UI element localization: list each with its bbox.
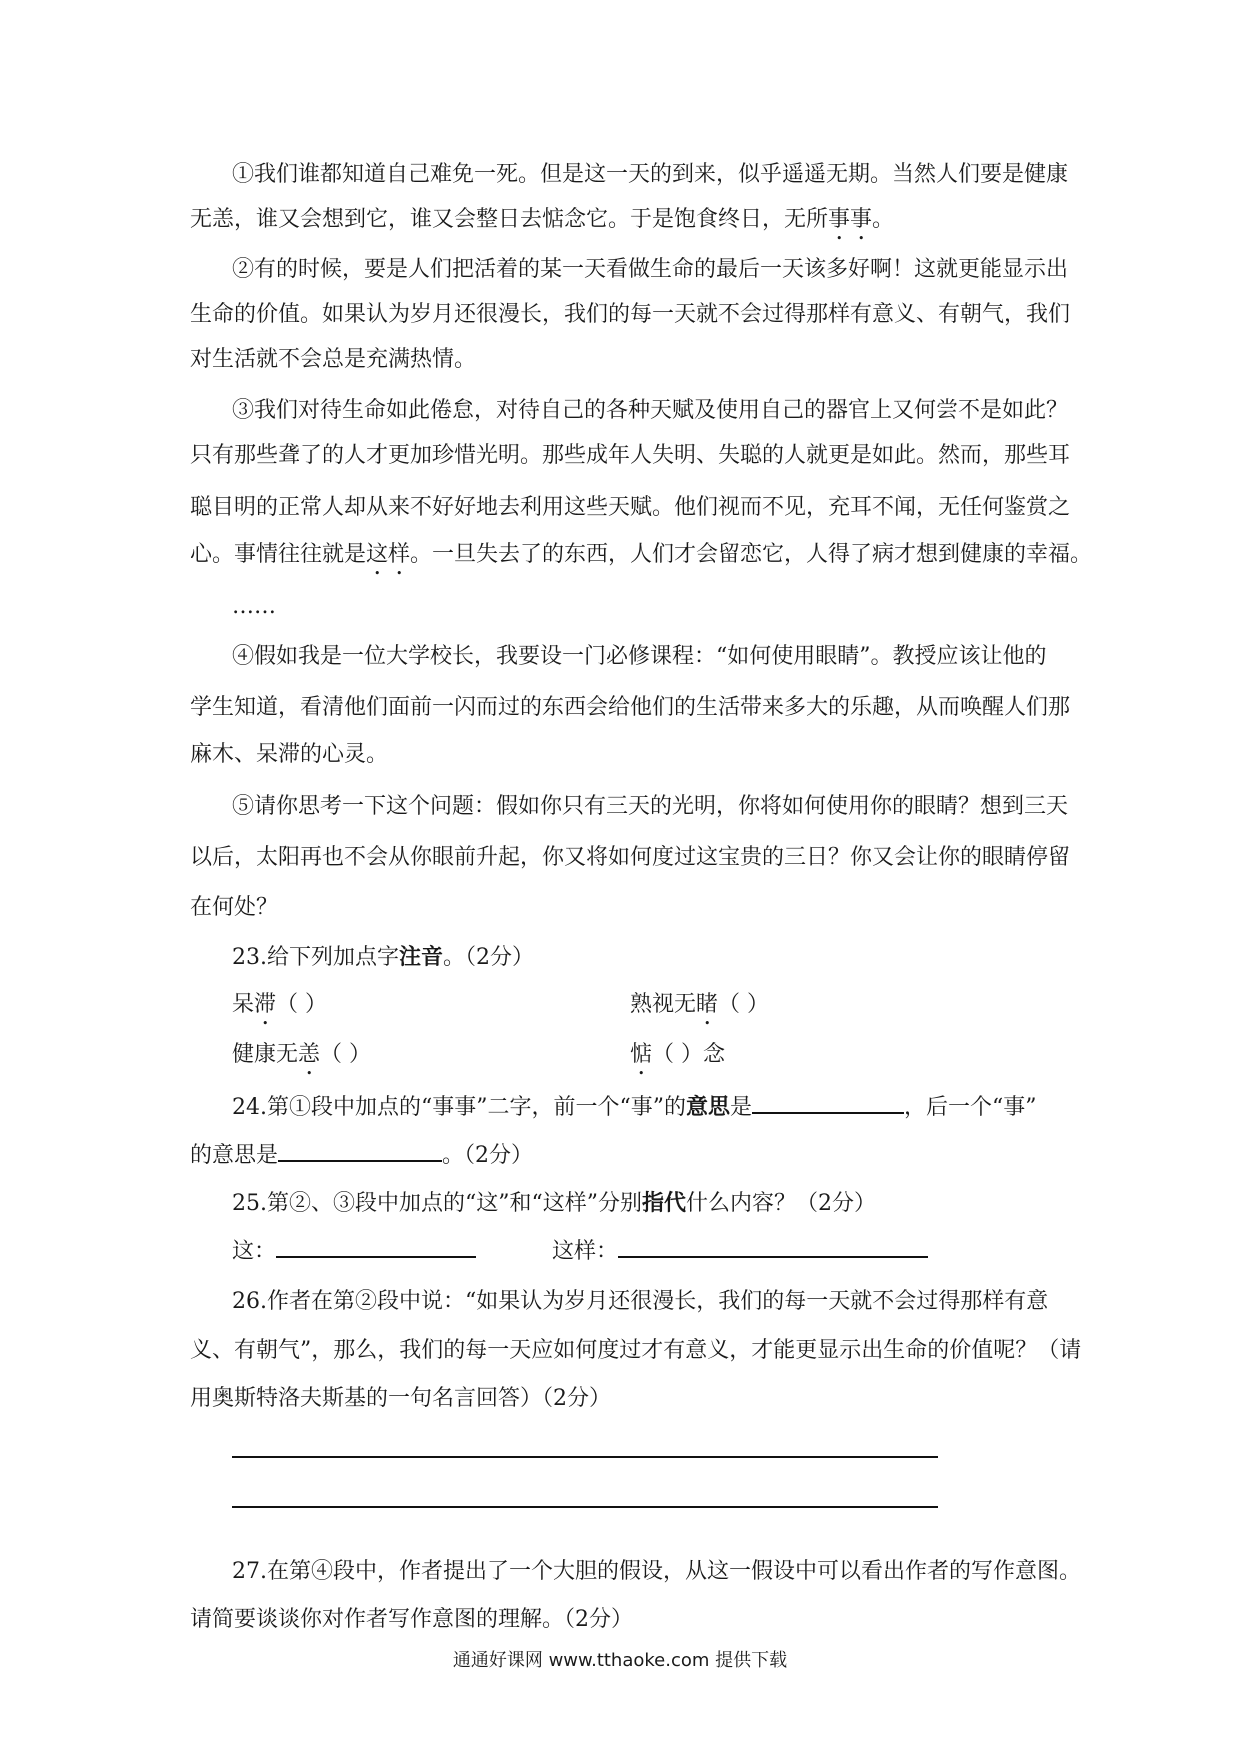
paragraph-5-line-1: ⑤请你思考一下这个问题：假如你只有三天的光明，你将如何使用你的眼睛？想到三天	[232, 794, 1069, 819]
paragraph-2-line-1: ②有的时候，要是人们把活着的某一天看做生命的最后一天该多好啊！这就更能显示出	[232, 257, 1069, 282]
question-25-answers: 这：	[232, 1236, 1112, 1267]
paragraph-3-line-4: 心。事情往往就是这样。一旦失去了的东西，人们才会留恋它，人得了病才想到健康的幸福。	[190, 542, 1093, 567]
answer-line-26a[interactable]	[232, 1456, 938, 1458]
question-26-line-2: 义、有朝气”，那么，我们的每一天应如何度过才有意义，才能更显示出生命的价值呢？（请	[190, 1338, 1082, 1363]
question-23: 23.给下列加点字注音。（2分）	[232, 944, 535, 970]
paragraph-4-line-2: 学生知道，看清他们面前一闪而过的东西会给他们的生活带来多大的乐趣，从而唤醒人们那	[190, 695, 1071, 720]
q23-item-4: 惦（ ）念	[630, 1042, 726, 1067]
paragraph-1-line-1: ①我们谁都知道自己难免一死。但是这一天的到来，似乎遥遥无期。当然人们要是健康	[232, 162, 1069, 187]
answer-blank-zhe[interactable]	[276, 1236, 476, 1258]
question-27-line-2: 请简要谈谈你对作者写作意图的理解。（2分）	[190, 1607, 633, 1632]
q23-item-1: 呆滞（ ）	[232, 992, 328, 1017]
page-footer: 通通好课网 www.tthaoke.com 提供下载	[452, 1650, 788, 1671]
paragraph-3-line-1: ③我们对待生命如此倦怠，对待自己的各种天赋及使用自己的器官上又何尝不是如此？	[232, 398, 1069, 423]
question-24-line-1: 24.第①段中加点的“事事”二字，前一个“事”的意思是 ，后一个“事”	[232, 1094, 1037, 1120]
paragraph-3-line-2: 只有那些聋了的人才更加珍惜光明。那些成年人失明、失聪的人就更是如此。然而，那些耳	[190, 443, 1071, 468]
question-26-line-1: 26.作者在第②段中说：“如果认为岁月还很漫长，我们的每一天就不会过得那样有意	[232, 1289, 1049, 1314]
question-24-line-2: 的意思是 。（2分）	[190, 1140, 1070, 1171]
dotted-shishi: 事事	[828, 207, 873, 232]
ellipsis: ……	[232, 594, 276, 619]
question-23-row-1-col-2	[630, 990, 1240, 1030]
answer-blank-24a[interactable]	[752, 1092, 904, 1114]
question-25-answers-col-2: 这样：	[552, 1236, 1240, 1267]
dotted-zheyang: 这样	[366, 542, 411, 567]
paragraph-1-line-2: 无恙，谁又会想到它，谁又会整日去惦念它。于是饱食终日，无所事事。	[190, 207, 895, 232]
paragraph-4-line-1: ④假如我是一位大学校长，我要设一门必修课程：“如何使用眼睛”。教授应该让他的	[232, 644, 1047, 669]
answer-blank-zheyang[interactable]	[618, 1236, 928, 1258]
paragraph-4-line-3: 麻木、呆滞的心灵。	[190, 742, 389, 767]
paragraph-3-line-3: 聪目明的正常人却从来不好好地去利用这些天赋。他们视而不见，充耳不闻，无任何鉴赏之	[190, 495, 1071, 520]
question-23-row-2-col-2	[630, 1040, 1240, 1080]
paragraph-5-line-3: 在何处？	[190, 895, 279, 920]
q23-item-3: 健康无恙（ ）	[232, 1042, 372, 1067]
question-27-line-1: 27.在第④段中，作者提出了一个大胆的假设，从这一假设中可以看出作者的写作意图。	[232, 1559, 1081, 1584]
paragraph-2-line-2: 生命的价值。如果认为岁月还很漫长，我们的每一天就不会过得那样有意义、有朝气，我们	[190, 302, 1071, 327]
paragraph-5-line-2: 以后，太阳再也不会从你眼前升起，你又将如何度过这宝贵的三日？你又会让你的眼睛停留	[190, 845, 1071, 870]
q23-item-2: 熟视无睹（ ）	[630, 992, 770, 1017]
answer-blank-24b[interactable]	[278, 1140, 442, 1162]
paragraph-2-line-3: 对生活就不会总是充满热情。	[190, 347, 477, 372]
answer-line-26b[interactable]	[232, 1506, 938, 1508]
question-26-line-3: 用奥斯特洛夫斯基的一句名言回答）（2分）	[190, 1386, 611, 1411]
question-25: 25.第②、③段中加点的“这”和“这样”分别指代什么内容？（2分）	[232, 1190, 876, 1216]
